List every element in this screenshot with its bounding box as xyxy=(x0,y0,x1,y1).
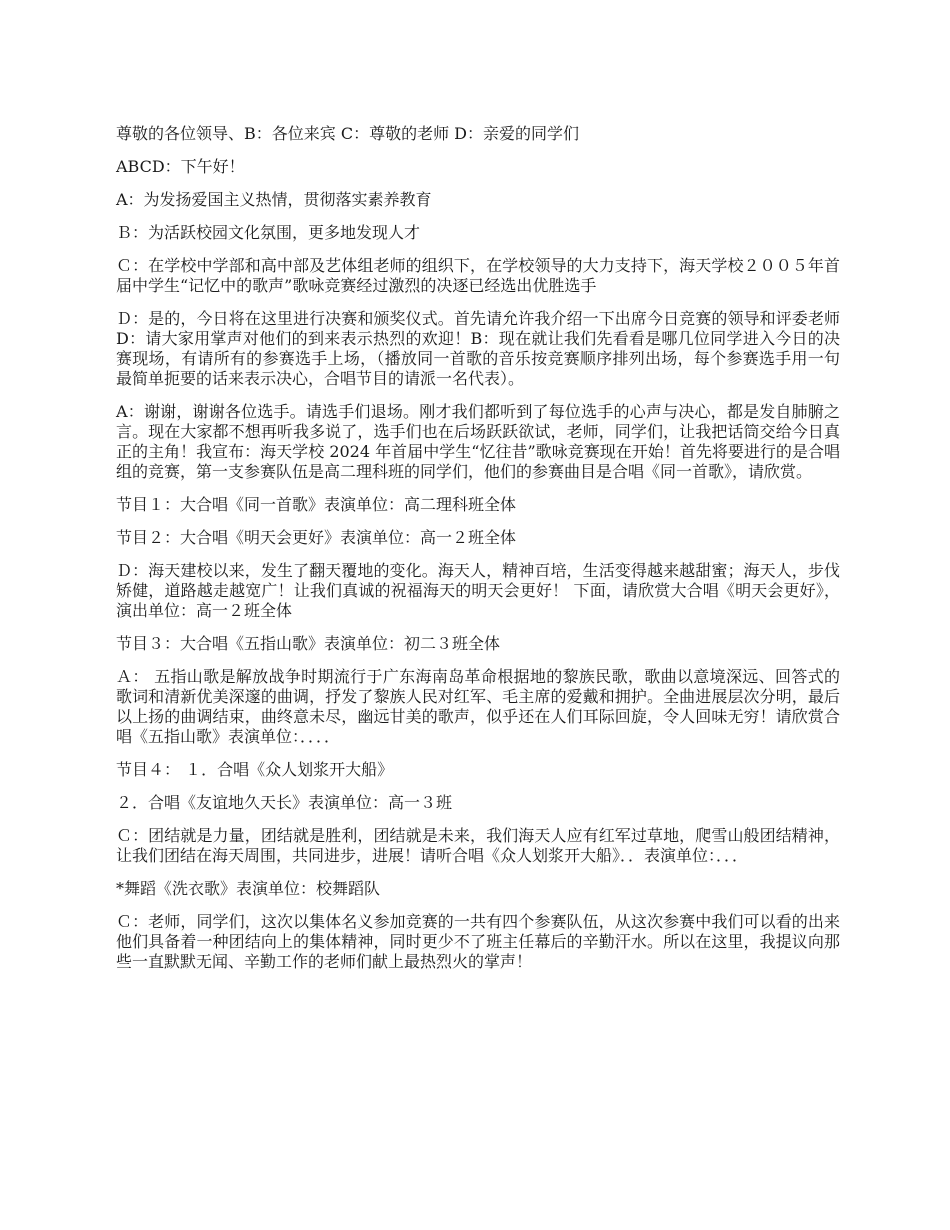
host-c-closing-paragraph: Ｃ：老师，同学们，这次以集体名义参加竞赛的一共有四个参赛队伍，从这次参赛中我们可以看的出来他们具备着一种团结向上的集体精神，同时更少不了班主任幕后的辛勤汗水。所以在这里，我提议向那些一直默默无闻、辛勤工作的老师们献上最热烈火的掌声！ xyxy=(116,912,840,971)
program-4-paragraph: 节目４： １．合唱《众人划浆开大船》 xyxy=(116,760,394,779)
greeting-paragraph: 尊敬的各位领导、B：各位来宾 C：尊敬的老师 D：亲爱的同学们 xyxy=(116,124,580,143)
host-d-program-2-intro-paragraph: Ｄ：海天建校以来，发生了翻天覆地的变化。海天人，精神百培，生活变得越来越甜蜜；海天人，步伐矫健，道路越走越宽广！让我们真诚的祝福海天的明天会更好！ 下面，请欣赏大合唱《明天会更好》，演出单位：高一２班全体 xyxy=(116,561,840,620)
host-b-opening-paragraph: Ｂ：为活跃校园文化氛围，更多地发现人才 xyxy=(116,223,421,242)
document-page xyxy=(116,124,840,985)
program-4-second-item-paragraph: ２．合唱《友谊地久天长》表演单位：高一３班 xyxy=(116,793,453,812)
host-a-opening-paragraph: A：为发扬爱国主义热情，贯彻落实素养教育 xyxy=(116,190,432,209)
program-3-paragraph: 节目３：大合唱《五指山歌》表演单位：初二３班全体 xyxy=(116,634,501,653)
program-1-paragraph: 节目１：大合唱《同一首歌》表演单位：高二理科班全体 xyxy=(116,495,517,514)
host-c-program-4-intro-paragraph: Ｃ：团结就是力量，团结就是胜利，团结就是未来，我们海天人应有红军过草地，爬雪山般团结精神，让我们团结在海天周围，共同进步，进展！请听合唱《众人划浆开大船》．．表演单位：．．． xyxy=(116,826,840,865)
host-a-program-3-intro-paragraph: Ａ： 五指山歌是解放战争时期流行于广东海南岛革命根据地的黎族民歌，歌曲以意境深远、回答式的歌词和清新优美深邃的曲调，抒发了黎族人民对红军、毛主席的爱戴和拥护。全曲进展层次分明，最后以上扬的曲调结束，曲终意未尽，幽远甘美的歌声，似乎还在人们耳际回旋，令人回味无穷！请欣赏合唱《五指山歌》表演单位：．．．． xyxy=(116,667,840,746)
dance-program-paragraph: *舞蹈《洗衣歌》表演单位：校舞蹈队 xyxy=(116,879,381,898)
program-2-paragraph: 节目２：大合唱《明天会更好》表演单位：高一２班全体 xyxy=(116,528,517,547)
good-afternoon-paragraph: ABCD：下午好！ xyxy=(116,157,245,176)
host-a-announcement-paragraph: A：谢谢，谢谢各位选手。请选手们退场。刚才我们都听到了每位选手的心声与决心，都是发自肺腑之言。现在大家都不想再听我多说了，选手们也在后场跃跃欲试，老师，同学们，让我把话筒交给今日真正的主角！我宣布：海天学校 2024 年首届中学生“忆往昔”歌咏竞赛现在开始！首先将要进行的是合唱组的竞赛，第一支参赛队伍是高二理科班的同学们，他们的参赛曲目是合唱《同一首歌》，请欣赏。 xyxy=(116,402,840,481)
host-d-introduction-paragraph: Ｄ：是的，今日将在这里进行决赛和颁奖仪式。首先请允许我介绍一下出席今日竞赛的领导和评委老师 D：请大家用掌声对他们的到来表示热烈的欢迎！B：现在就让我们先看看是哪几位同学进入今日的决赛现场，有请所有的参赛选手上场，（播放同一首歌的音乐按竞赛顺序排列出场，每个参赛选手用一句最简单扼要的话来表示决心，合唱节目的请派一名代表）。 xyxy=(116,309,840,388)
host-c-opening-paragraph: Ｃ：在学校中学部和高中部及艺体组老师的组织下，在学校领导的大力支持下，海天学校２００５年首届中学生“记忆中的歌声”歌咏竞赛经过激烈的决逐已经选出优胜选手 xyxy=(116,256,840,295)
